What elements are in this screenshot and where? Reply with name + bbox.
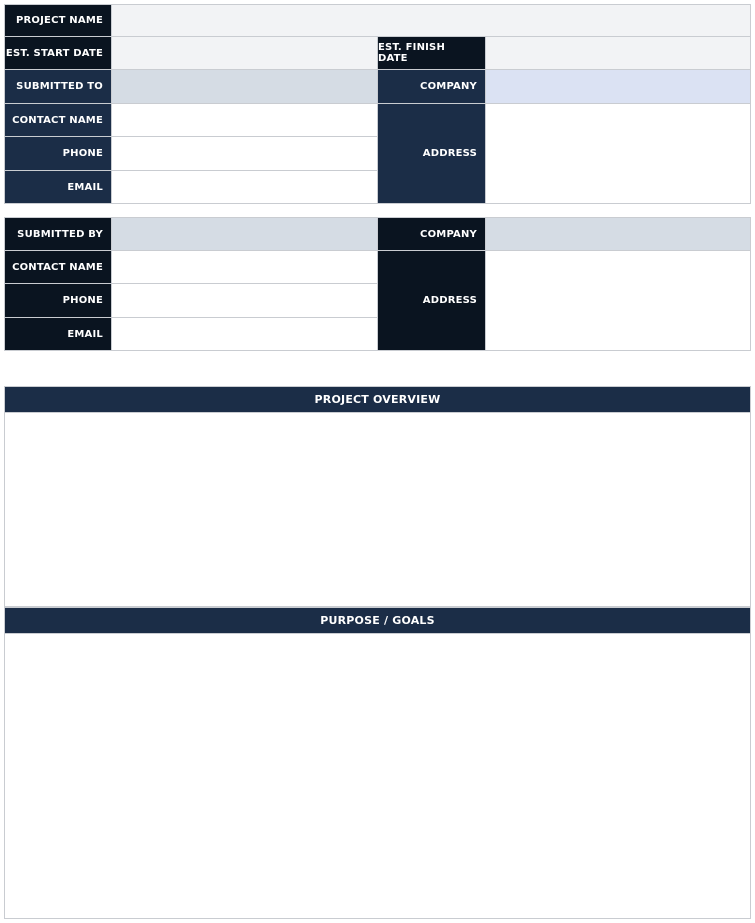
submitted-by-email-field[interactable] <box>111 317 378 351</box>
submitted-to-email-field[interactable] <box>111 170 378 204</box>
project-overview-body[interactable] <box>4 412 751 607</box>
submitted-by-contact-name-field[interactable] <box>111 250 378 284</box>
submitted-to-company-label: COMPANY <box>377 69 486 104</box>
submitted-to-label: SUBMITTED TO <box>4 69 112 104</box>
submitted-to-address-field[interactable] <box>485 103 751 204</box>
submitted-to-company-field[interactable] <box>485 69 751 104</box>
purpose-goals-header: PURPOSE / GOALS <box>4 607 751 634</box>
submitted-by-phone-label: PHONE <box>4 283 112 318</box>
submitted-to-contact-name-label: CONTACT NAME <box>4 103 112 137</box>
est-finish-date-field[interactable] <box>485 36 751 70</box>
purpose-goals-body[interactable] <box>4 633 751 919</box>
submitted-to-contact-name-field[interactable] <box>111 103 378 137</box>
submitted-to-address-label: ADDRESS <box>377 103 486 204</box>
submitted-to-phone-field[interactable] <box>111 136 378 171</box>
est-start-date-label: EST. START DATE <box>4 36 112 70</box>
submitted-by-address-field[interactable] <box>485 250 751 351</box>
submitted-to-phone-label: PHONE <box>4 136 112 171</box>
submitted-by-company-field[interactable] <box>485 217 751 251</box>
submitted-by-contact-name-label: CONTACT NAME <box>4 250 112 284</box>
submitted-by-address-label: ADDRESS <box>377 250 486 351</box>
submitted-by-phone-field[interactable] <box>111 283 378 318</box>
submitted-to-email-label: EMAIL <box>4 170 112 204</box>
est-start-date-field[interactable] <box>111 36 378 70</box>
project-overview-header: PROJECT OVERVIEW <box>4 386 751 413</box>
project-name-label: PROJECT NAME <box>4 4 112 37</box>
submitted-by-field[interactable] <box>111 217 378 251</box>
submitted-by-label: SUBMITTED BY <box>4 217 112 251</box>
project-name-field[interactable] <box>111 4 751 37</box>
est-finish-date-label: EST. FINISH DATE <box>377 36 486 70</box>
submitted-to-field[interactable] <box>111 69 378 104</box>
submitted-by-email-label: EMAIL <box>4 317 112 351</box>
submitted-by-company-label: COMPANY <box>377 217 486 251</box>
